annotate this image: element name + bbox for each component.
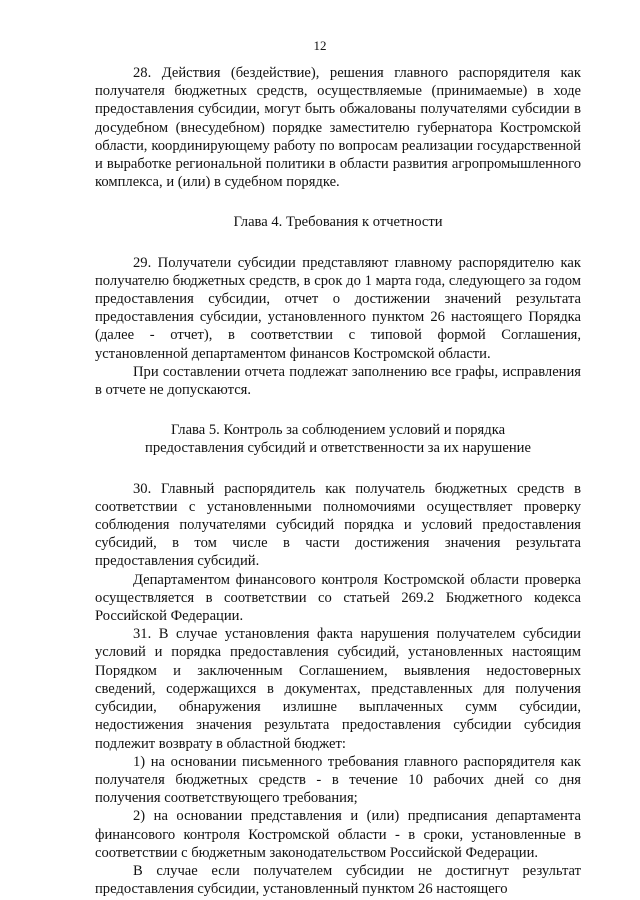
paragraph-29: 29. Получатели субсидии представляют главному распорядителю как получателю бюджетных средств, в срок до 1 марта года, следующего за годом предоставления субсидии, отчет о достижении значений результата предоставления субсидии, установленного пунктом 26 настоящего Порядка (далее - отчет), в соответствии с типовой формой Соглашения, установленной департаментом финансов Костромской области. <box>95 254 581 362</box>
paragraph-31: 31. В случае установления факта нарушения получателем субсидии условий и порядка предоставления субсидий, установленных настоящим Порядком и заключенным Соглашением, выявления недостоверных сведений, содержащихся в документах, представленных для получения субсидии, обнаружения излишне выплаченных сумм субсидии, недостижения значения результата предоставления субсидии субсидия подлежит возврату в областной бюджет: <box>95 626 581 752</box>
paragraph-31-result: В случае если получателем субсидии не достигнут результат предоставления субсидии, установленный пунктом 26 настоящего <box>95 862 581 898</box>
page-number: 12 <box>313 38 327 53</box>
chapter-5-heading <box>95 421 581 457</box>
document-body <box>95 64 581 898</box>
paragraph-28: 28. Действия (бездействие), решения главного распорядителя как получателя бюджетных средств, осуществляемые (принимаемые) в ходе предоставления субсидии, могут быть обжалованы получателями субсидии в досудебном (внесудебном) порядке заместителю губернатора Костромской области, координирующему работу по вопросам реализации государственной и выработке региональной политики в области развития агропромышленного комплекса, и (или) в судебном порядке. <box>95 65 581 191</box>
paragraph-30: 30. Главный распорядитель как получатель бюджетных средств в соответствии с установленными полномочиями осуществляет проверку соблюдения получателями субсидий порядка и условий предоставления субсидий, в том числе в части достижения значения результата предоставления субсидий. <box>95 480 581 570</box>
paragraph-30-finance-control: Департаментом финансового контроля Костромской области проверка осуществляется в соответствии со статьей 269.2 Бюджетного кодекса Российской Федерации. <box>95 571 581 625</box>
paragraph-29-note: При составлении отчета подлежат заполнению все графы, исправления в отчете не допускаются. <box>95 363 581 399</box>
paragraph-31-item-2: 2) на основании представления и (или) предписания департамента финансового контроля Костромской области - в сроки, установленные в соответствии с бюджетным законодательством Российской Федерации. <box>95 808 581 861</box>
chapter-5-heading-line1: Глава 5. Контроль за соблюдением условий и порядка <box>170 422 506 439</box>
paragraph-31-item-1: 1) на основании письменного требования главного распорядителя как получателя бюджетных средств - в течение 10 рабочих дней со дня получения соответствующего требования; <box>95 753 581 807</box>
chapter-5-heading-line2: предоставления субсидий и ответственности за их нарушение <box>145 440 531 457</box>
chapter-4-heading: Глава 4. Требования к отчетности <box>233 214 443 231</box>
